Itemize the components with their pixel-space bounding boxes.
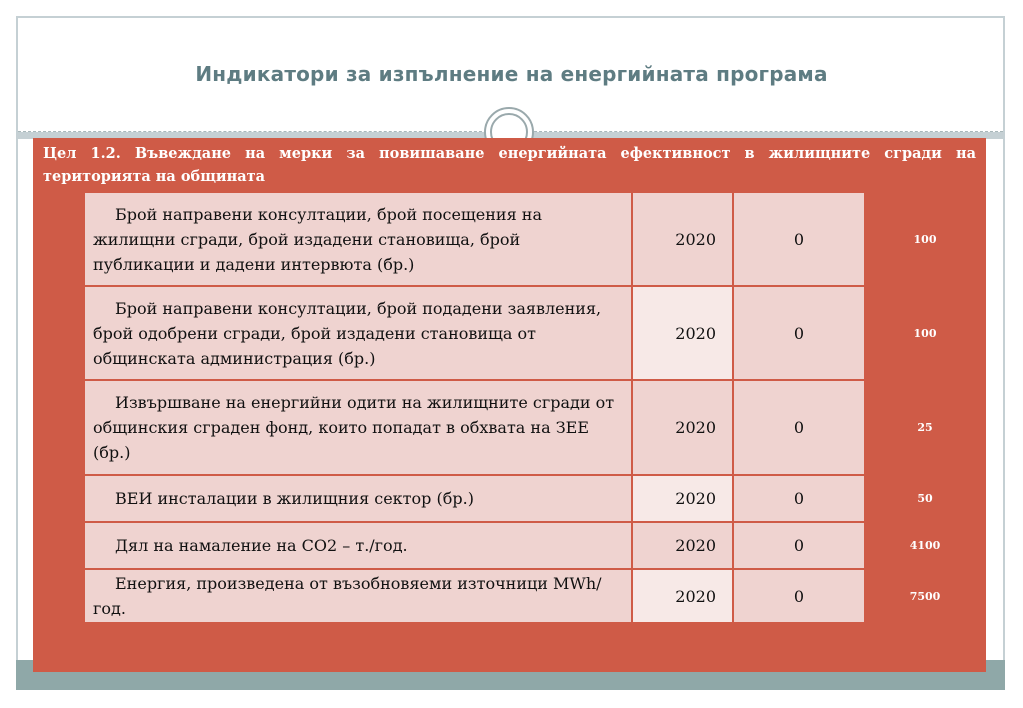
year-cell: 2020 [633, 476, 732, 521]
year-cell: 2020 [633, 193, 732, 285]
indicator-cell [85, 570, 631, 622]
base-value-cell: 0 [734, 287, 864, 379]
year-cell: 2020 [633, 523, 732, 568]
indicator-text: Енергия, произведена от възобновяеми източници MWh/год. [93, 574, 602, 618]
table-row [35, 381, 984, 474]
year-cell: 2020 [633, 287, 732, 379]
year-cell: 2020 [633, 570, 732, 622]
table-row [35, 476, 984, 521]
target-value-cell: 7500 [866, 570, 984, 622]
indicator-text: Дял на намаление на СО2 – т./год. [115, 536, 408, 555]
target-value-cell: 25 [866, 381, 984, 474]
row-marker [35, 287, 83, 379]
slide-title: Индикатори за изпълнение на енергийната програма [195, 62, 828, 86]
target-value-cell: 100 [866, 193, 984, 285]
indicator-cell [85, 193, 631, 285]
base-value-cell: 0 [734, 523, 864, 568]
table-row [35, 523, 984, 568]
row-marker [35, 570, 83, 622]
base-value-cell: 0 [734, 381, 864, 474]
row-marker [35, 523, 83, 568]
indicator-text: Брой направени консултации, брой подадени заявления, брой одобрени сгради, брой издадени становища от общинската администрация (бр.) [93, 298, 602, 368]
table-footer-row [35, 625, 984, 670]
indicator-cell [85, 287, 631, 379]
target-value-cell: 50 [866, 476, 984, 521]
base-value-cell: 0 [734, 476, 864, 521]
row-marker [35, 476, 83, 521]
table-row [35, 287, 984, 379]
indicator-text: Брой направени консултации, брой посещения на жилищни сгради, брой издадени становища, брой публикации и дадени интервюта (бр.) [93, 204, 542, 274]
table-row [35, 193, 984, 285]
indicator-text: ВЕИ инсталации в жилищния сектор (бр.) [115, 489, 474, 508]
indicator-cell [85, 476, 631, 521]
base-value-cell: 0 [734, 570, 864, 622]
target-value-cell: 4100 [866, 523, 984, 568]
indicator-cell [85, 381, 631, 474]
target-value-cell: 100 [866, 287, 984, 379]
year-cell: 2020 [633, 381, 732, 474]
goal-header: Цел 1.2. Въвеждане на мерки за повишаване енергийната ефективност в жилищните сгради на територията на общината [43, 145, 976, 185]
row-marker [35, 193, 83, 285]
row-marker [35, 381, 83, 474]
table-row [35, 570, 984, 622]
indicator-cell [85, 523, 631, 568]
base-value-cell: 0 [734, 193, 864, 285]
indicator-text: Извършване на енергийни одити на жилищните сгради от общинския сграден фонд, които попадат в обхвата на ЗЕЕ (бр.) [93, 393, 615, 462]
